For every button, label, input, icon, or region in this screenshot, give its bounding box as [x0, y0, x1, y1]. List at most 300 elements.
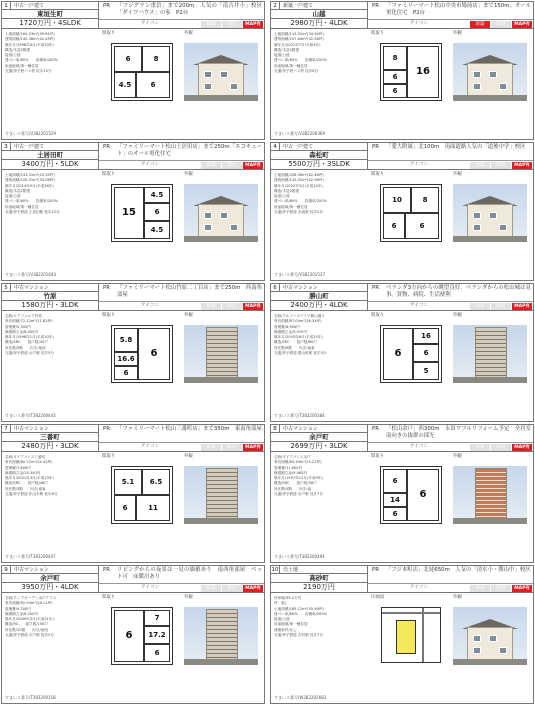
spec-list: [274, 314, 370, 356]
floor-plan-room: 6: [383, 507, 407, 521]
listing-number: 4: [271, 143, 280, 150]
spec-line: 名称/アルファステイツ勝山通り: [274, 314, 325, 318]
pr-text: [99, 284, 264, 301]
floor-plan-room: 17.2: [144, 626, 170, 644]
listing-pr-block: [99, 143, 264, 169]
spec-line: 所在階/5階 向き/南西: [5, 345, 46, 350]
area-name: 土居田町: [2, 151, 98, 160]
area-name: 余戸町: [271, 433, 367, 442]
map-badge[interactable]: MAP有: [243, 21, 263, 28]
exterior-caption: 外観: [453, 454, 462, 459]
floor-plan-room: 6: [383, 70, 407, 84]
pr-text: [368, 425, 533, 442]
house-window: [230, 83, 238, 90]
spec-list: [5, 314, 101, 356]
pr-label: PR: [103, 144, 110, 150]
spec-line: 築年月/2022年7月(令和4年): [274, 42, 321, 47]
spec-line: 土地面積/143.31m²(43.35坪): [5, 173, 55, 177]
icon-row: [368, 301, 533, 310]
road-line: [422, 608, 424, 662]
listing-number: 10: [271, 567, 279, 573]
icon-row: [99, 160, 264, 169]
exterior-photo[interactable]: [453, 607, 527, 665]
spec-line: 接道/公道: [5, 53, 21, 58]
listing-id: すまいス番号/V382200369: [274, 131, 325, 136]
pr-text: [368, 284, 533, 301]
exterior-photo[interactable]: [184, 466, 258, 524]
pr-text: [99, 143, 264, 160]
icon-label: アイコン: [140, 585, 160, 590]
floor-plan-room: 6: [413, 344, 439, 362]
exterior-area: [184, 31, 263, 129]
photo-ground: [184, 236, 258, 242]
floor-plan-room: 6: [405, 213, 439, 239]
spec-line: 所在階/3階 向き/南東: [5, 486, 46, 491]
exterior-photo[interactable]: [184, 325, 258, 383]
pr-description: 「ファミリーマート松山竹原二丁目店」まで250m 西南角部屋: [117, 285, 262, 299]
spec-line: 土地面積/164.03m²(49.61坪): [5, 32, 55, 36]
listing-card[interactable]: [1, 142, 265, 281]
listing-header: [2, 425, 264, 452]
near-station-badge: 駅近: [222, 162, 242, 169]
floor-plan-area: [371, 313, 451, 411]
listing-summary: [271, 425, 368, 451]
new-build-badge: 新築: [470, 303, 490, 310]
exterior-photo[interactable]: [184, 607, 258, 665]
floor-plan-caption: 区画図: [371, 595, 385, 600]
icon-row: [99, 583, 264, 592]
pr-label: PR: [372, 426, 379, 432]
spec-line: 交通/伊予鉄道 古町駅 徒歩7分: [274, 633, 323, 638]
pr-description: 「ファミリーマート松山中央市場前店」まで150m。オール電化住宅 P2台: [386, 3, 531, 17]
spec-line: 構造/SRC 総戸数/60戸: [274, 340, 317, 345]
spec-line: 築年月/2009年3月(平成21年): [5, 617, 54, 622]
listing-type-row: [271, 284, 367, 292]
near-station-badge: 駅近: [222, 303, 242, 310]
exterior-photo[interactable]: [453, 325, 527, 383]
listing-header: [2, 566, 264, 593]
floor-plan-room: 6: [138, 328, 170, 380]
listing-header: [271, 2, 533, 29]
listing-type-row: [2, 566, 98, 574]
listing-pr-block: [368, 2, 533, 28]
listing-summary: [2, 2, 99, 28]
listing-card[interactable]: [270, 424, 534, 563]
icon-label: アイコン: [140, 444, 160, 449]
property-type: 中古マンション: [14, 426, 49, 432]
new-build-badge: 新築: [470, 585, 490, 592]
floor-plan-room: 8: [383, 46, 407, 70]
spec-line: 構造/木造2階建: [274, 47, 300, 52]
house-window: [204, 224, 212, 231]
exterior-photo[interactable]: [453, 184, 527, 242]
exterior-caption: 外観: [453, 595, 462, 600]
price-layout: 1580万円・3LDK: [21, 301, 79, 310]
map-badge[interactable]: MAP有: [512, 162, 532, 169]
new-build-badge: 新築: [470, 162, 490, 169]
spec-line: 専有面積/83.39m²(25.22坪): [274, 460, 322, 465]
listing-id: すまいス番号/V382201643: [5, 272, 56, 277]
floor-plan-room: 6: [144, 203, 170, 221]
house-body: [198, 204, 244, 238]
house-window: [489, 212, 497, 219]
spec-line: 建ぺい率/60% 容積率/200%: [274, 58, 328, 63]
floor-plan-area: [102, 31, 182, 129]
listing-number: 8: [271, 425, 280, 432]
floor-plan-caption: 間取り: [371, 172, 385, 177]
pr-text: [99, 425, 264, 442]
floor-plan-room: 4.5: [144, 221, 170, 239]
map-badge[interactable]: MAP有: [512, 444, 532, 451]
pr-text: [368, 143, 533, 160]
spec-line: 建ぺい率/60% 容積率/200%: [5, 58, 59, 63]
lot-map-image[interactable]: [381, 607, 441, 663]
exterior-area: [453, 595, 532, 693]
floor-plan-room: 14: [383, 493, 407, 507]
floor-plan-image[interactable]: [380, 325, 442, 383]
pr-text: [99, 566, 264, 583]
near-station-badge: 駅近: [222, 21, 242, 28]
price-layout: 3950万円・4LDK: [21, 583, 79, 592]
icon-label: アイコン: [409, 162, 429, 167]
photo-ground: [184, 659, 258, 665]
listing-pr-block: [99, 425, 264, 451]
listing-pr-block: [368, 425, 533, 451]
price-layout: 5500万円・3SLDK: [288, 160, 350, 169]
price-layout: 2480万円・3LDK: [21, 442, 79, 451]
exterior-area: [184, 313, 263, 411]
spec-line: 築年月/2002年3月(平成14年): [274, 183, 323, 188]
floor-plan-caption: 間取り: [102, 313, 116, 318]
floor-plan-image[interactable]: [111, 325, 173, 383]
floor-plan-area: [102, 454, 182, 552]
icon-row: [99, 19, 264, 28]
map-badge[interactable]: MAP有: [243, 444, 263, 451]
exterior-area: [453, 454, 532, 552]
icon-label: アイコン: [140, 21, 160, 26]
listing-number: 2: [271, 2, 280, 9]
floor-plan-room: 7: [144, 610, 170, 626]
icon-label: アイコン: [140, 162, 160, 167]
spec-line: 構造/木造2階建: [274, 188, 300, 193]
exterior-caption: 外観: [184, 313, 193, 318]
exterior-caption: 外観: [453, 313, 462, 318]
icon-row: [368, 583, 533, 592]
listing-pr-block: [368, 143, 533, 169]
listing-card[interactable]: [1, 565, 265, 704]
area-name: 竹原: [2, 292, 98, 301]
spec-line: 建ぺい率/60% 容積率/200%: [274, 611, 328, 616]
listing-id: すまいス番号/T382200443: [5, 413, 56, 418]
house-window: [499, 647, 507, 654]
exterior-photo[interactable]: [184, 184, 258, 242]
spec-line: 管理費/5,300円: [5, 324, 31, 329]
spec-line: 坪単価/39.2万円: [274, 596, 302, 600]
floor-plan-image[interactable]: [111, 184, 173, 242]
spec-line: 築年月/1998年4月(平成10年): [5, 42, 54, 47]
listing-summary: [271, 284, 368, 310]
property-type: 中古マンション: [283, 426, 318, 432]
spec-line: 建築条件/なし: [274, 627, 297, 632]
floor-plan-room: 6: [114, 46, 142, 72]
listing-id: すまいス番号/T382200158: [5, 695, 56, 700]
pr-label: PR: [103, 426, 110, 432]
road-line: [382, 612, 440, 614]
spec-line: 構造/木造2階建: [5, 188, 31, 193]
new-build-badge: 新築: [470, 21, 490, 28]
spec-line: 建ぺい率/60% 容積率/200%: [274, 199, 328, 204]
price-layout: 2699万円・3LDK: [290, 442, 348, 451]
listing-pr-block: [99, 566, 264, 592]
listing-type-row: [2, 425, 98, 433]
area-name: 勝山町: [271, 292, 367, 301]
floor-plan-caption: 間取り: [102, 31, 116, 36]
house-window: [473, 83, 481, 90]
pr-text: [99, 2, 264, 19]
exterior-photo[interactable]: [184, 43, 258, 101]
map-badge[interactable]: MAP有: [243, 162, 263, 169]
floor-plan-room: 6: [383, 84, 407, 98]
listing-pr-block: [368, 566, 533, 592]
spec-line: 交通/伊予鉄バス停 徒歩6分: [274, 69, 319, 74]
listing-number: 7: [2, 425, 11, 432]
icon-row: [368, 19, 533, 28]
listing-id: すまいス番号/T382200494: [274, 554, 325, 559]
floor-plan-area: [102, 313, 182, 411]
new-build-badge: 新築: [201, 162, 221, 169]
pr-label: PR: [103, 567, 110, 573]
spec-line: 名称/クレアガーデン余戸テラス: [5, 596, 57, 600]
floor-plan-room: 16: [407, 46, 439, 98]
spec-line: 構造/SRC 総戸数/46戸: [5, 481, 48, 486]
floor-plan-room: 16: [413, 328, 439, 344]
near-station-badge: 駅近: [491, 444, 511, 451]
spec-line: 管理費/9,200円: [5, 606, 31, 611]
map-badge[interactable]: MAP有: [243, 303, 263, 310]
spec-line: 建ぺい率/60% 容積率/200%: [5, 199, 59, 204]
photo-ground: [453, 236, 527, 242]
floor-plan-area: [102, 172, 182, 270]
house-body: [467, 204, 513, 238]
listing-type-row: [2, 2, 98, 10]
spec-line: 築年月/1997年12月(平成9年): [274, 476, 323, 481]
floor-plan-image[interactable]: [380, 466, 442, 524]
spec-line: 土地面積/115.52m²(34.94坪): [274, 32, 324, 36]
building-facade: [206, 468, 238, 524]
spec-line: 構造/木造2階建: [5, 47, 31, 52]
spec-line: 接道/公道: [274, 53, 290, 58]
property-type: 中古一戸建て: [14, 144, 45, 150]
spec-line: 修繕積立金/8,000円: [5, 329, 39, 334]
icon-row: [368, 442, 533, 451]
exterior-caption: 外観: [184, 172, 193, 177]
spec-line: 建物面積/140.36m²(42.45坪): [5, 37, 55, 42]
floor-plan-room: 6: [114, 610, 144, 662]
listing-number: 5: [2, 284, 11, 291]
spec-line: 専有面積/92.93m²(28.11坪): [5, 601, 53, 606]
spec-line: 管理費/11,600円: [274, 465, 303, 470]
spec-line: 所在階/9階 向き/南東: [274, 345, 315, 350]
house-window: [473, 71, 481, 78]
exterior-photo[interactable]: [453, 43, 527, 101]
listing-header: [271, 566, 533, 593]
building-facade: [475, 468, 507, 524]
spec-line: 土地面積/185.12m²(55.99坪): [274, 606, 324, 611]
spec-line: 坪 数/-: [274, 601, 288, 606]
listing-pr-block: [368, 284, 533, 310]
listing-summary: [2, 143, 99, 169]
floor-plan-image[interactable]: [111, 43, 173, 101]
near-station-badge: 駅近: [491, 303, 511, 310]
spec-list: [5, 596, 101, 638]
pr-label: PR: [372, 3, 379, 9]
pr-description: 「ファミリーマート松山三番町店」まで350m 東南角部屋: [117, 426, 262, 432]
building-facade: [206, 609, 238, 665]
floor-plan-room: 11: [136, 495, 170, 521]
spec-line: 管理費/8,900円: [274, 324, 300, 329]
property-type: 新築一戸建て: [283, 3, 314, 9]
exterior-area: [453, 31, 532, 129]
spec-line: 接道/公道: [274, 617, 290, 622]
map-badge[interactable]: MAP有: [243, 585, 263, 592]
house-body: [467, 63, 513, 97]
property-type: 中古一戸建て: [14, 3, 45, 9]
listing-number: 3: [2, 143, 11, 150]
floor-plan-room: 8: [142, 46, 170, 72]
floor-plan-image[interactable]: [111, 607, 173, 665]
floor-plan-room: 6: [383, 213, 405, 239]
listing-summary: [2, 284, 99, 310]
house-window: [473, 635, 481, 642]
spec-line: 管理費/7,600円: [5, 465, 31, 470]
listing-card[interactable]: [270, 283, 534, 422]
spec-list: [274, 455, 370, 497]
spec-line: 専有面積/72.12m²(21.81坪): [5, 319, 53, 324]
near-station-badge: 駅近: [491, 21, 511, 28]
price-layout: 2980万円・4LDK: [290, 19, 348, 28]
listing-grid: [1, 1, 534, 705]
house-window: [204, 83, 212, 90]
pr-label: PR: [372, 567, 379, 573]
spec-line: 用途地域/第一種住居: [5, 204, 39, 209]
exterior-caption: 外観: [184, 31, 193, 36]
new-build-badge: 新築: [201, 585, 221, 592]
new-build-badge: 新築: [201, 444, 221, 451]
listing-type-row: [271, 566, 367, 574]
floor-plan-area: [371, 595, 451, 693]
floor-plan-image[interactable]: [380, 184, 442, 242]
house-window: [204, 212, 212, 219]
pr-label: PR: [103, 285, 110, 291]
pr-label: PR: [372, 144, 379, 150]
near-station-badge: 駅近: [491, 585, 511, 592]
listing-summary: [271, 2, 368, 28]
listing-number: 6: [271, 284, 280, 291]
exterior-area: [184, 172, 263, 270]
exterior-caption: 外観: [453, 172, 462, 177]
spec-line: 建物面積/142.02m²(42.96坪): [274, 178, 324, 183]
exterior-photo[interactable]: [453, 466, 527, 524]
spec-line: 接道/公道: [5, 194, 21, 199]
listing-card[interactable]: [270, 1, 534, 140]
floor-plan-image[interactable]: [111, 466, 173, 524]
house-window: [489, 635, 497, 642]
near-station-badge: 駅近: [222, 444, 242, 451]
floor-plan-area: [102, 595, 182, 693]
spec-line: 築年月/2003年6月(平成15年): [274, 335, 323, 340]
floor-plan-caption: 間取り: [102, 454, 116, 459]
property-type: 中古一戸建て: [283, 144, 314, 150]
icon-label: アイコン: [140, 303, 160, 308]
house-window: [220, 71, 228, 78]
spec-line: 修繕積立金/15,340円: [5, 470, 41, 475]
house-window: [204, 71, 212, 78]
listing-id: すまいス番号/V382201529: [5, 131, 56, 136]
pr-description: 「松山余戸」西300m 永田ワフルリフォーム予定 全居室南向きの抜群の採光: [386, 426, 531, 440]
floor-plan-room: 16.6: [114, 352, 138, 366]
spec-line: 土地面積/206.56m²(62.48坪): [274, 173, 324, 177]
listing-type-row: [271, 425, 367, 433]
new-build-badge: 新築: [201, 21, 221, 28]
listing-pr-block: [99, 284, 264, 310]
photo-ground: [184, 377, 258, 383]
spec-line: 所在階/5階 向き/南: [274, 486, 312, 491]
spec-line: 建物面積/107.64m²(32.56坪): [274, 37, 324, 42]
exterior-caption: 外観: [184, 454, 193, 459]
floor-plan-room: 15: [114, 187, 144, 239]
floor-plan-room: 4.5: [114, 72, 136, 98]
listing-header: [2, 284, 264, 311]
area-name: 高砂町: [271, 574, 367, 583]
spec-line: 交通/伊予鉄道 余戸駅 徒歩7分: [274, 492, 323, 497]
pr-label: PR: [372, 285, 379, 291]
area-name: 東垣生町: [2, 10, 98, 19]
spec-line: 用途地域/第一種住居: [274, 622, 308, 627]
house-window: [473, 224, 481, 231]
listing-summary: [2, 425, 99, 451]
listing-card[interactable]: [270, 565, 534, 704]
exterior-area: [453, 313, 532, 411]
lot-highlight: [396, 620, 416, 654]
photo-ground: [453, 377, 527, 383]
pr-label: PR: [103, 3, 110, 9]
map-badge[interactable]: MAP有: [512, 21, 532, 28]
spec-line: 築年月/2001年3月(平成13年): [5, 476, 54, 481]
listing-card[interactable]: [1, 283, 265, 422]
listing-card[interactable]: [270, 142, 534, 281]
exterior-area: [184, 454, 263, 552]
icon-row: [368, 160, 533, 169]
spec-line: 築年月/2014年9月(平成26年): [5, 183, 54, 188]
map-badge[interactable]: MAP有: [512, 303, 532, 310]
listing-card[interactable]: [1, 1, 265, 140]
map-badge[interactable]: MAP有: [512, 585, 532, 592]
photo-ground: [453, 518, 527, 524]
listing-card[interactable]: [1, 424, 265, 563]
icon-label: アイコン: [409, 21, 429, 26]
near-station-badge: 駅近: [222, 585, 242, 592]
spec-line: 建物面積/109.31m²(33.06坪): [5, 178, 55, 183]
floor-plan-room: 6: [144, 644, 170, 662]
floor-plan-image[interactable]: [380, 43, 442, 101]
exterior-caption: 外観: [453, 31, 462, 36]
listing-summary: [2, 566, 99, 592]
spec-line: 専有面積/80.72m²(24.42坪): [5, 460, 53, 465]
spec-line: 築年月/1998年1月(平成10年): [5, 335, 54, 340]
pr-description: リビングからの夜景は一見の価値あり 南西角部屋 ペット可 床暖房あり: [117, 567, 262, 581]
spec-line: 名称/ダイアパレス三番町: [5, 455, 46, 459]
floor-plan-room: 4.5: [144, 187, 170, 203]
